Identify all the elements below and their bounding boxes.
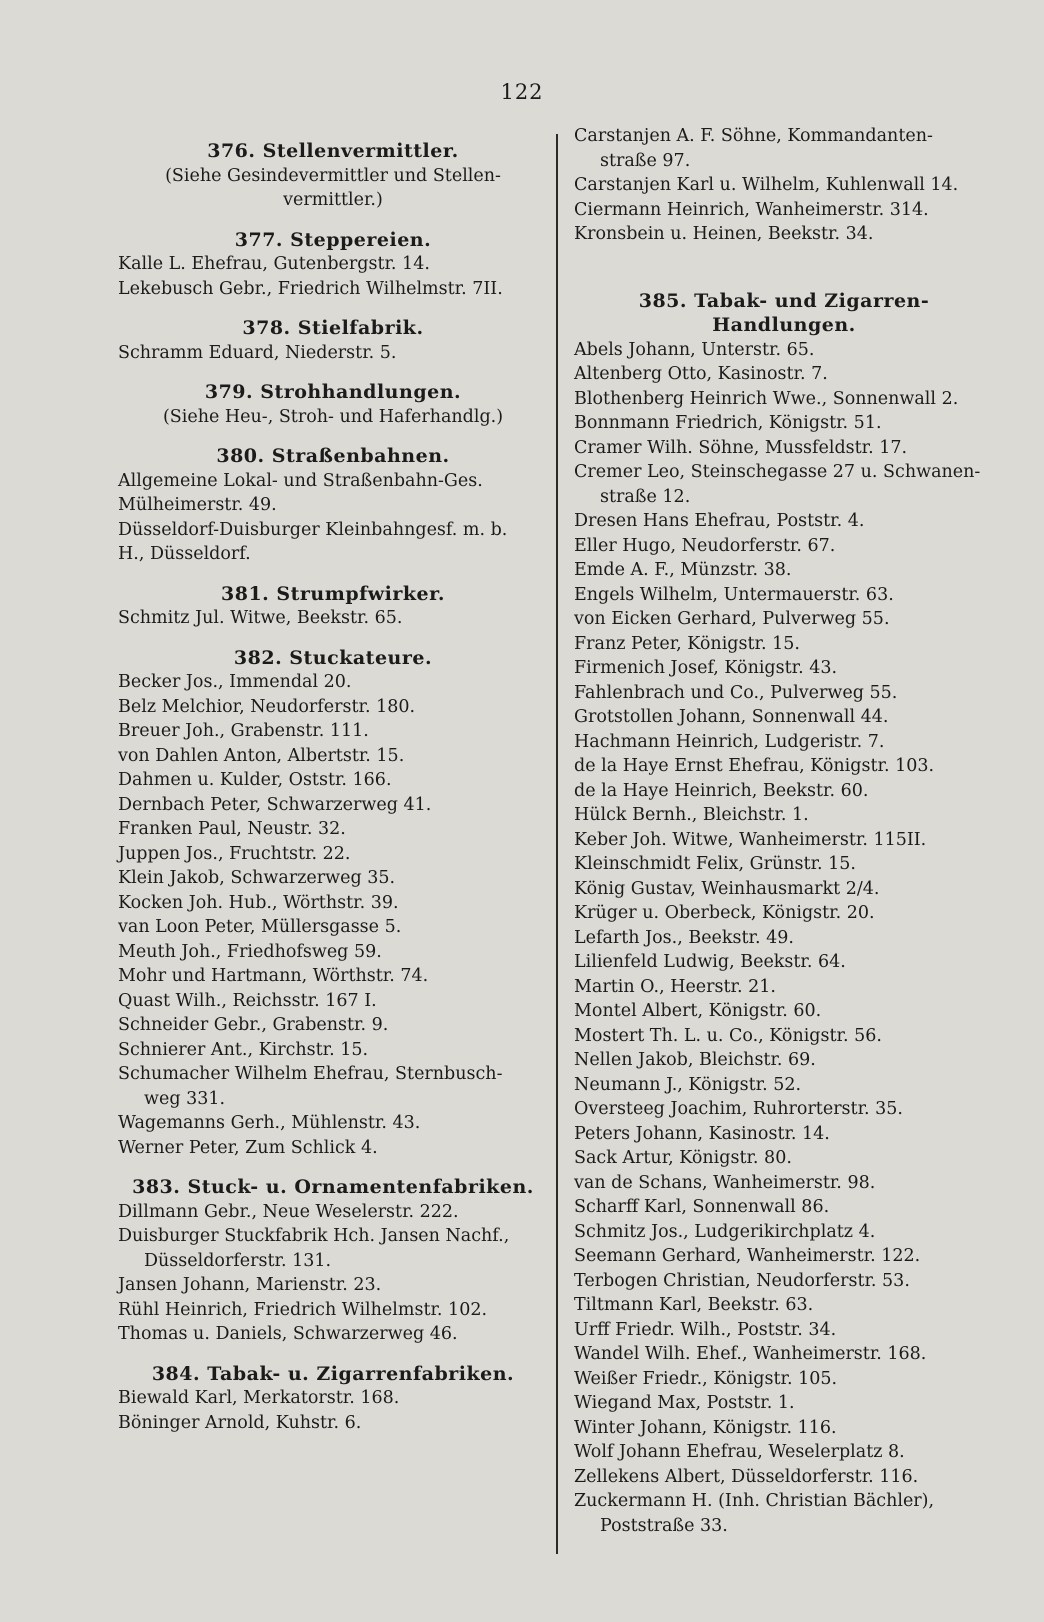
directory-entry: de la Haye Heinrich, Beekstr. 60. — [574, 780, 869, 801]
directory-entry: Meuth Joh., Friedhofsweg 59. — [118, 941, 382, 962]
directory-entry: Winter Johann, Königstr. 116. — [574, 1417, 837, 1438]
column-divider — [556, 134, 558, 1554]
directory-entry: straße 12. — [600, 486, 691, 507]
directory-entry: Carstanjen Karl u. Wilhelm, Kuhlenwall 14. — [574, 175, 959, 195]
directory-entry: Sack Artur, Königstr. 80. — [574, 1148, 792, 1168]
directory-entry: Thomas u. Daniels, Schwarzerweg 46. — [118, 1324, 458, 1344]
directory-entry: Dahmen u. Kulder, Oststr. 166. — [118, 770, 392, 790]
directory-entry: Franken Paul, Neustr. 32. — [118, 819, 346, 839]
directory-entry: Zellekens Albert, Düsseldorferstr. 116. — [574, 1466, 919, 1487]
section-heading-text: 383. Stuck- u. Ornamentenfabriken. — [132, 1176, 534, 1198]
directory-entry: Kleinschmidt Felix, Grünstr. 15. — [574, 854, 856, 874]
section-heading — [574, 289, 994, 338]
directory-entry: Emde A. F., Münzstr. 38. — [574, 560, 792, 580]
section-heading — [118, 228, 548, 253]
cross-reference-note: (Siehe Gesindevermittler und Stellen- — [165, 165, 501, 186]
directory-entry: Schramm Eduard, Niederstr. 5. — [118, 342, 397, 363]
directory-entry: Franz Peter, Königstr. 15. — [574, 633, 800, 654]
directory-entry: Blothenberg Heinrich Wwe., Sonnenwall 2. — [574, 388, 959, 409]
directory-entry: Wagemanns Gerh., Mühlenstr. 43. — [118, 1113, 421, 1133]
section-heading-text: 384. Tabak- u. Zigarrenfabriken. — [151, 1362, 515, 1385]
directory-entry: Fahlenbrach und Co., Pulverweg 55. — [574, 682, 898, 703]
directory-entry: Eller Hugo, Neudorferstr. 67. — [574, 535, 836, 556]
directory-entry: von Dahlen Anton, Albertstr. 15. — [118, 745, 405, 766]
directory-entry: Düsseldorf-Duisburger Kleinbahngesf. m. b. — [118, 519, 508, 540]
section-heading — [118, 444, 548, 469]
directory-entry: Engels Wilhelm, Untermauerstr. 63. — [574, 584, 894, 605]
directory-entry: Wandel Wilh. Ehef., Wanheimerstr. 168. — [574, 1344, 927, 1364]
directory-entry: Urff Friedr. Wilh., Poststr. 34. — [574, 1319, 837, 1340]
directory-entry: Weißer Friedr., Königstr. 105. — [574, 1368, 838, 1389]
section-heading-text: 382. Stuckateure. — [233, 646, 433, 669]
section-heading-text: 378. Stielfabrik. — [242, 317, 424, 339]
directory-entry: Bonnmann Friedrich, Königstr. 51. — [574, 413, 882, 433]
right-column — [574, 124, 994, 1538]
directory-entry: Schmitz Jul. Witwe, Beekstr. 65. — [118, 608, 403, 628]
directory-entry: Grotstollen Johann, Sonnenwall 44. — [574, 707, 889, 727]
directory-entry: Keber Joh. Witwe, Wanheimerstr. 115II. — [574, 829, 927, 850]
directory-entry: Hülck Bernh., Bleichstr. 1. — [574, 805, 809, 825]
directory-entry: Neumann J., Königstr. 52. — [574, 1074, 802, 1095]
directory-entry: Scharff Karl, Sonnenwall 86. — [574, 1197, 830, 1217]
directory-entry: Schnierer Ant., Kirchstr. 15. — [118, 1039, 369, 1060]
directory-entry: Rühl Heinrich, Friedrich Wilhelmstr. 102. — [118, 1299, 488, 1320]
directory-entry: von Eicken Gerhard, Pulverweg 55. — [574, 609, 890, 629]
directory-entry: Mülheimerstr. 49. — [118, 495, 277, 515]
directory-entry: Kronsbein u. Heinen, Beekstr. 34. — [574, 224, 874, 244]
directory-entry: Schneider Gebr., Grabenstr. 9. — [118, 1015, 389, 1035]
directory-entry: Montel Albert, Königstr. 60. — [574, 1001, 822, 1021]
directory-entry: van de Schans, Wanheimerstr. 98. — [574, 1172, 876, 1193]
directory-entry: Schmitz Jos., Ludgerikirchplatz 4. — [574, 1221, 876, 1242]
section-heading — [118, 582, 548, 607]
directory-entry: weg 331. — [144, 1088, 226, 1109]
page-number: 122 — [500, 80, 544, 104]
directory-entry: Belz Melchior, Neudorferstr. 180. — [118, 696, 416, 717]
left-column — [118, 124, 548, 1435]
section-heading-text: 376. Stellenvermittler. — [207, 140, 459, 162]
section-heading-text: 379. Strohhandlungen. — [204, 381, 462, 403]
directory-entry: Cremer Leo, Steinschegasse 27 u. Schwanen- — [574, 462, 981, 482]
directory-entry: Poststraße 33. — [600, 1515, 728, 1536]
directory-entry: Quast Wilh., Reichsstr. 167 I. — [118, 990, 377, 1011]
directory-entry: Mostert Th. L. u. Co., Königstr. 56. — [574, 1025, 882, 1046]
directory-entry: Seemann Gerhard, Wanheimerstr. 122. — [574, 1246, 921, 1266]
directory-entry: Carstanjen A. F. Söhne, Kommandanten- — [574, 126, 933, 146]
section-heading-text: 377. Steppereien. — [234, 228, 432, 251]
section-heading-text: 380. Straßenbahnen. — [216, 445, 450, 467]
directory-entry: Mohr und Hartmann, Wörthstr. 74. — [118, 966, 429, 986]
section-heading-text: 385. Tabak- und Zigarren- — [638, 289, 930, 312]
directory-entry: Dernbach Peter, Schwarzerweg 41. — [118, 794, 432, 815]
cross-reference-note: vermittler.) — [283, 190, 383, 210]
section-heading — [118, 1362, 548, 1387]
directory-entry: Juppen Jos., Fruchtstr. 22. — [118, 843, 351, 864]
directory-entry: Lefarth Jos., Beekstr. 49. — [574, 927, 794, 948]
directory-entry: de la Haye Ernst Ehefrau, Königstr. 103. — [574, 756, 935, 776]
directory-entry: Terbogen Christian, Neudorferstr. 53. — [574, 1270, 910, 1291]
directory-entry: Allgemeine Lokal- und Straßenbahn-Ges. — [118, 470, 483, 491]
directory-entry: Peters Johann, Kasinostr. 14. — [574, 1123, 830, 1144]
directory-entry: H., Düsseldorf. — [118, 544, 251, 564]
directory-entry: Zuckermann H. (Inh. Christian Bächler), — [574, 1491, 935, 1511]
directory-entry: Breuer Joh., Grabenstr. 111. — [118, 721, 369, 741]
directory-entry: Duisburger Stuckfabrik Hch. Jansen Nachf., — [118, 1226, 510, 1246]
directory-entry: Dillmann Gebr., Neue Weselerstr. 222. — [118, 1201, 459, 1222]
directory-entry: Nellen Jakob, Bleichstr. 69. — [574, 1050, 816, 1070]
directory-entry: Klein Jakob, Schwarzerweg 35. — [118, 868, 396, 888]
directory-entry: Firmenich Josef, Königstr. 43. — [574, 658, 838, 678]
directory-entry: König Gustav, Weinhausmarkt 2/4. — [574, 878, 880, 899]
directory-entry: van Loon Peter, Müllersgasse 5. — [118, 917, 402, 937]
section-heading-text-continued: Handlungen. — [712, 314, 856, 336]
directory-entry: Oversteeg Joachim, Ruhrorterstr. 35. — [574, 1099, 903, 1119]
directory-entry: Lekebusch Gebr., Friedrich Wilhelmstr. 7II. — [118, 278, 503, 299]
directory-entry: Tiltmann Karl, Beekstr. 63. — [574, 1295, 814, 1315]
directory-entry: Dresen Hans Ehefrau, Poststr. 4. — [574, 511, 865, 531]
section-heading — [118, 380, 548, 405]
directory-entry: Krüger u. Oberbeck, Königstr. 20. — [574, 903, 875, 923]
directory-entry: Schumacher Wilhelm Ehefrau, Sternbusch- — [118, 1064, 503, 1084]
directory-entry: Wiegand Max, Poststr. 1. — [574, 1393, 795, 1413]
directory-entry: Werner Peter, Zum Schlick 4. — [118, 1137, 378, 1158]
directory-entry: Martin O., Heerstr. 21. — [574, 976, 776, 997]
directory-entry: Kalle L. Ehefrau, Gutenbergstr. 14. — [118, 254, 430, 274]
section-heading — [118, 316, 548, 341]
directory-entry: Altenberg Otto, Kasinostr. 7. — [574, 364, 828, 384]
directory-entry: straße 97. — [600, 150, 691, 171]
section-heading — [118, 1175, 548, 1200]
cross-reference-note: (Siehe Heu-, Stroh- und Haferhandlg.) — [162, 406, 504, 427]
section-heading — [118, 139, 548, 164]
directory-entry: Kocken Joh. Hub., Wörthstr. 39. — [118, 892, 399, 913]
directory-entry: Lilienfeld Ludwig, Beekstr. 64. — [574, 952, 846, 972]
directory-entry: Biewald Karl, Merkatorstr. 168. — [118, 1388, 400, 1408]
directory-entry: Becker Jos., Immendal 20. — [118, 672, 352, 692]
directory-entry: Jansen Johann, Marienstr. 23. — [118, 1275, 382, 1295]
directory-entry: Düsseldorferstr. 131. — [144, 1250, 332, 1271]
directory-entry: Böninger Arnold, Kuhstr. 6. — [118, 1412, 362, 1433]
section-heading-text: 381. Strumpfwirker. — [221, 582, 445, 605]
directory-entry: Cramer Wilh. Söhne, Mussfeldstr. 17. — [574, 437, 908, 458]
directory-entry: Wolf Johann Ehefrau, Weselerplatz 8. — [574, 1442, 905, 1462]
section-heading — [118, 646, 548, 671]
directory-entry: Hachmann Heinrich, Ludgeristr. 7. — [574, 731, 885, 752]
directory-entry: Ciermann Heinrich, Wanheimerstr. 314. — [574, 199, 929, 220]
directory-entry: Abels Johann, Unterstr. 65. — [574, 339, 815, 360]
